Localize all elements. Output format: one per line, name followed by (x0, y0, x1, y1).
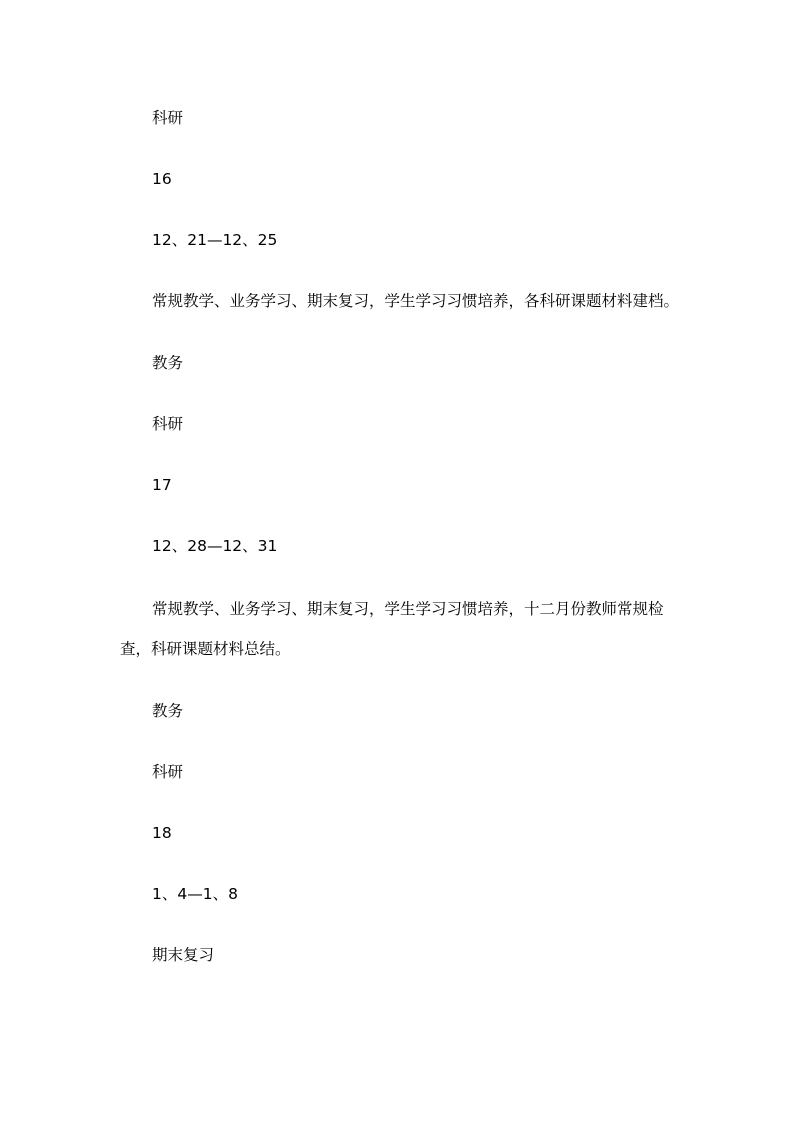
text-line-date-range: 12、21—12、25 (152, 231, 278, 249)
text-line-dept-research: 科研 (152, 109, 184, 127)
text-line-work-content: 期末复习 (152, 946, 215, 964)
text-line-dept-academic: 教务 (152, 702, 184, 720)
text-line-date-range: 1、4—1、8 (152, 885, 238, 903)
text-line-week-number: 18 (152, 824, 172, 842)
text-line-dept-academic: 教务 (152, 354, 184, 372)
text-line-dept-research: 科研 (152, 763, 184, 781)
text-line-week-number: 16 (152, 170, 172, 188)
text-line-work-content: 常规教学、业务学习、期末复习，学生学习习惯培养，各科研课题材料建档。 (152, 292, 680, 310)
text-line-week-number: 17 (152, 476, 172, 494)
text-line-dept-research: 科研 (152, 415, 184, 433)
text-paragraph-work-content: 常规教学、业务学习、期末复习，学生学习习惯培养，十二月份教师常规检查，科研课题材料总结。 (120, 600, 664, 658)
text-line-date-range: 12、28—12、31 (152, 537, 278, 555)
